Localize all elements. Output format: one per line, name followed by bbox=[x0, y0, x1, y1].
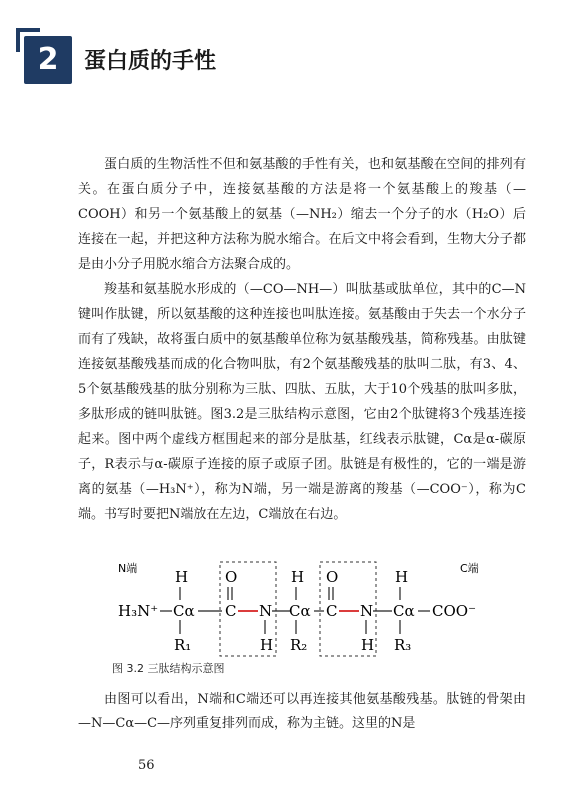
r1-group: R₁ bbox=[174, 636, 192, 654]
amino-group: H₃N⁺ bbox=[118, 602, 159, 620]
n-terminal-label: N端 bbox=[118, 562, 138, 575]
r2-group: R₂ bbox=[290, 636, 308, 654]
main-text bbox=[78, 152, 526, 527]
tripeptide-diagram bbox=[112, 560, 512, 660]
carboxyl-group: COO⁻ bbox=[432, 602, 476, 620]
alpha-carbon-1: Cα bbox=[173, 602, 195, 620]
paragraph-2: 羧基和氨基脱水形成的（—CO—NH—）叫肽基或肽单位，其中的C—N键叫作肽键，所以氨基酸的这种连接也叫肽连接。氨基酸由于失去一个水分子而有了残缺，故将蛋白质中的氨基酸单位称为氨基酸残基，简称残基。由肽键连接氨基酸残基而成的化合物叫肽，有2个氨基酸残基的肽叫二肽，有3、4、5个氨基酸残基的肽分别称为三肽、四肽、五肽，大于10个残基的肽叫多肽，多肽形成的链叫肽链。图3.2是三肽结构示意图，它由2个肽键将3个残基连接起来。图中两个虚线方框围起来的部分是肽基，红线表示肽键，Cα是α-碳原子，R表示与α-碳原子连接的原子或原子团。肽链是有极性的，它的一端是游离的氨基（—H₃N⁺），称为N端，另一端是游离的羧基（—COO⁻），称为C端。书写时要把N端放在左边，C端放在右边。 bbox=[78, 282, 526, 522]
h-atom-5: H bbox=[395, 568, 409, 586]
h-atom-2: H bbox=[260, 636, 274, 654]
section-header bbox=[24, 36, 344, 92]
h-atom-4: H bbox=[361, 636, 375, 654]
alpha-carbon-3: Cα bbox=[393, 602, 415, 620]
r3-group: R₃ bbox=[394, 636, 412, 654]
section-number-badge: 2 bbox=[24, 36, 72, 84]
o-atom-2: O bbox=[326, 568, 339, 586]
tripeptide-figure bbox=[112, 560, 512, 670]
paragraph-3: 由图可以看出，N端和C端还可以再连接其他氨基酸残基。肽链的骨架由—N—Cα—C—序列重复排列而成，称为主链。这里的N是 bbox=[78, 692, 526, 731]
paragraph-1: 蛋白质的生物活性不但和氨基酸的手性有关，也和氨基酸在空间的排列有关。在蛋白质分子中，连接氨基酸的方法是将一个氨基酸上的羧基（—COOH）和另一个氨基酸上的氨基（—NH₂）缩去一个分子的水（H₂O）后连接在一起，并把这种方法称为脱水缩合。在后文中将会看到，生物大分子都是由小分子用脱水缩合方法聚合成的。 bbox=[78, 157, 526, 272]
carbonyl-carbon-1: C bbox=[225, 602, 237, 620]
figure-caption: 图 3.2 三肽结构示意图 bbox=[112, 662, 225, 675]
carbonyl-carbon-2: C bbox=[326, 602, 338, 620]
n-atom-1: N bbox=[259, 602, 273, 620]
alpha-carbon-2: Cα bbox=[289, 602, 311, 620]
page-number: 56 bbox=[138, 758, 155, 773]
h-atom-3: H bbox=[291, 568, 305, 586]
h-atom-1: H bbox=[175, 568, 189, 586]
n-atom-2: N bbox=[360, 602, 374, 620]
continuation-text bbox=[78, 688, 526, 736]
c-terminal-label: C端 bbox=[460, 562, 479, 575]
o-atom-1: O bbox=[225, 568, 238, 586]
section-title: 蛋白质的手性 bbox=[84, 49, 217, 74]
